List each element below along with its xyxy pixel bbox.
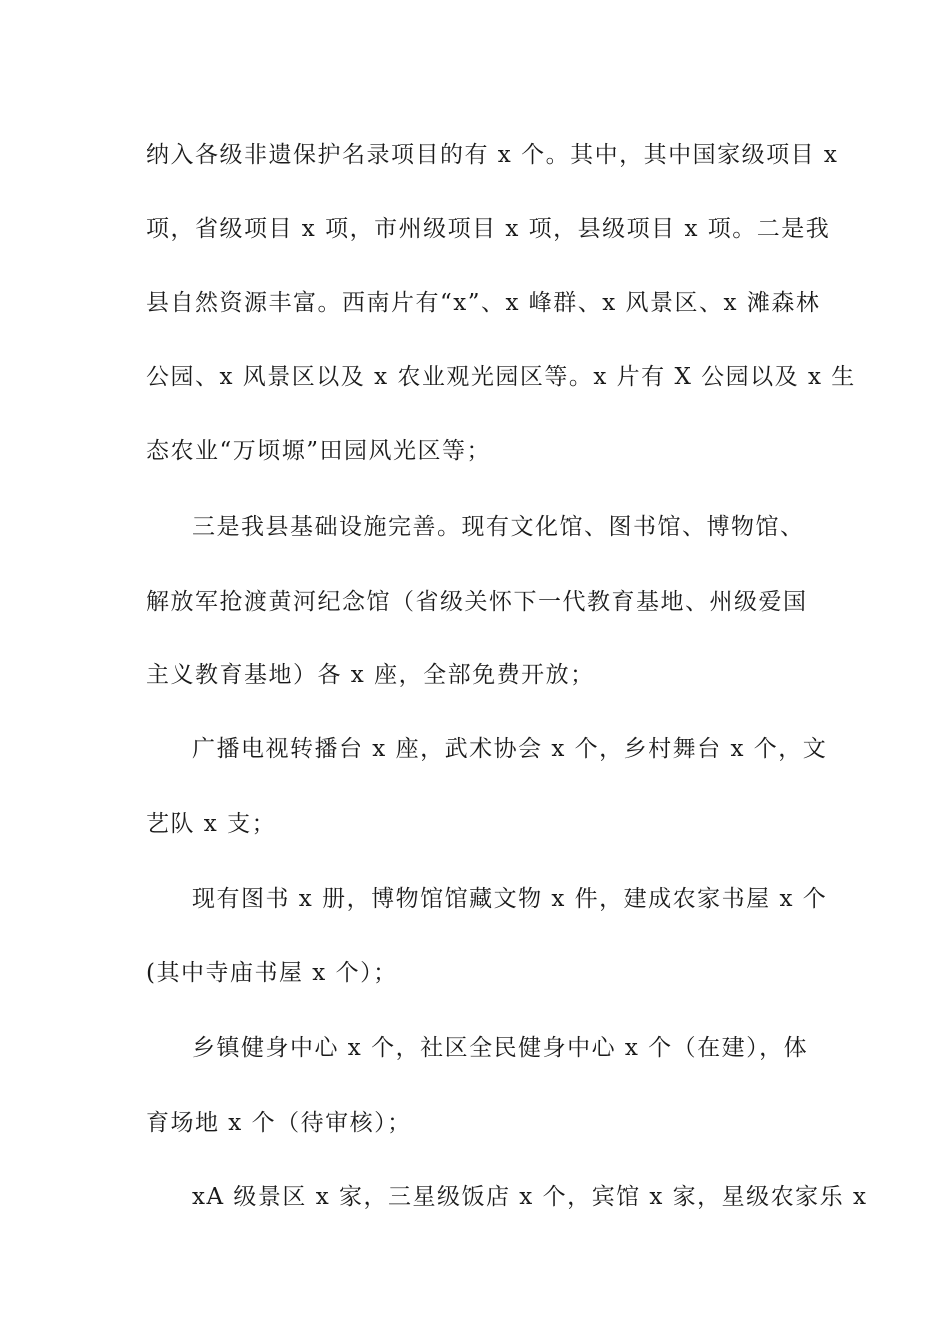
text-line: 公园、x 风景区以及 x 农业观光园区等。x 片有 X 公园以及 x 生	[146, 364, 856, 390]
paragraph-first-line: 乡镇健身中心 x 个，社区全民健身中心 x 个（在建），体	[192, 1035, 809, 1061]
text-line: 艺队 x 支；	[146, 811, 277, 837]
text-line: 纳入各级非遗保护名录项目的有 x 个。其中，其中国家级项目 x	[146, 142, 839, 168]
paragraph-first-line: 广播电视转播台 x 座，武术协会 x 个，乡村舞台 x 个，文	[192, 736, 828, 762]
paragraph-first-line: 现有图书 x 册，博物馆馆藏文物 x 件，建成农家书屋 x 个	[192, 886, 828, 912]
text-line: 态农业“万顷塬”田园风光区等；	[146, 438, 492, 464]
paragraph-first-line: 三是我县基础设施完善。现有文化馆、图书馆、博物馆、	[192, 514, 805, 540]
paragraph-first-line: xA 级景区 x 家，三星级饭店 x 个，宾馆 x 家，星级农家乐 x	[192, 1184, 868, 1210]
text-line: 项，省级项目 x 项，市州级项目 x 项，县级项目 x 项。二是我	[146, 216, 831, 242]
text-line: (其中寺庙书屋 x 个）；	[146, 960, 398, 986]
text-line: 育场地 x 个（待审核）；	[146, 1110, 412, 1136]
text-line: 主义教育基地）各 x 座，全部免费开放；	[146, 662, 595, 688]
text-line: 解放军抢渡黄河纪念馆（省级关怀下一代教育基地、州级爱国	[146, 589, 808, 615]
text-line: 县自然资源丰富。西南片有“x”、x 峰群、x 风景区、x 滩森林	[146, 290, 821, 316]
